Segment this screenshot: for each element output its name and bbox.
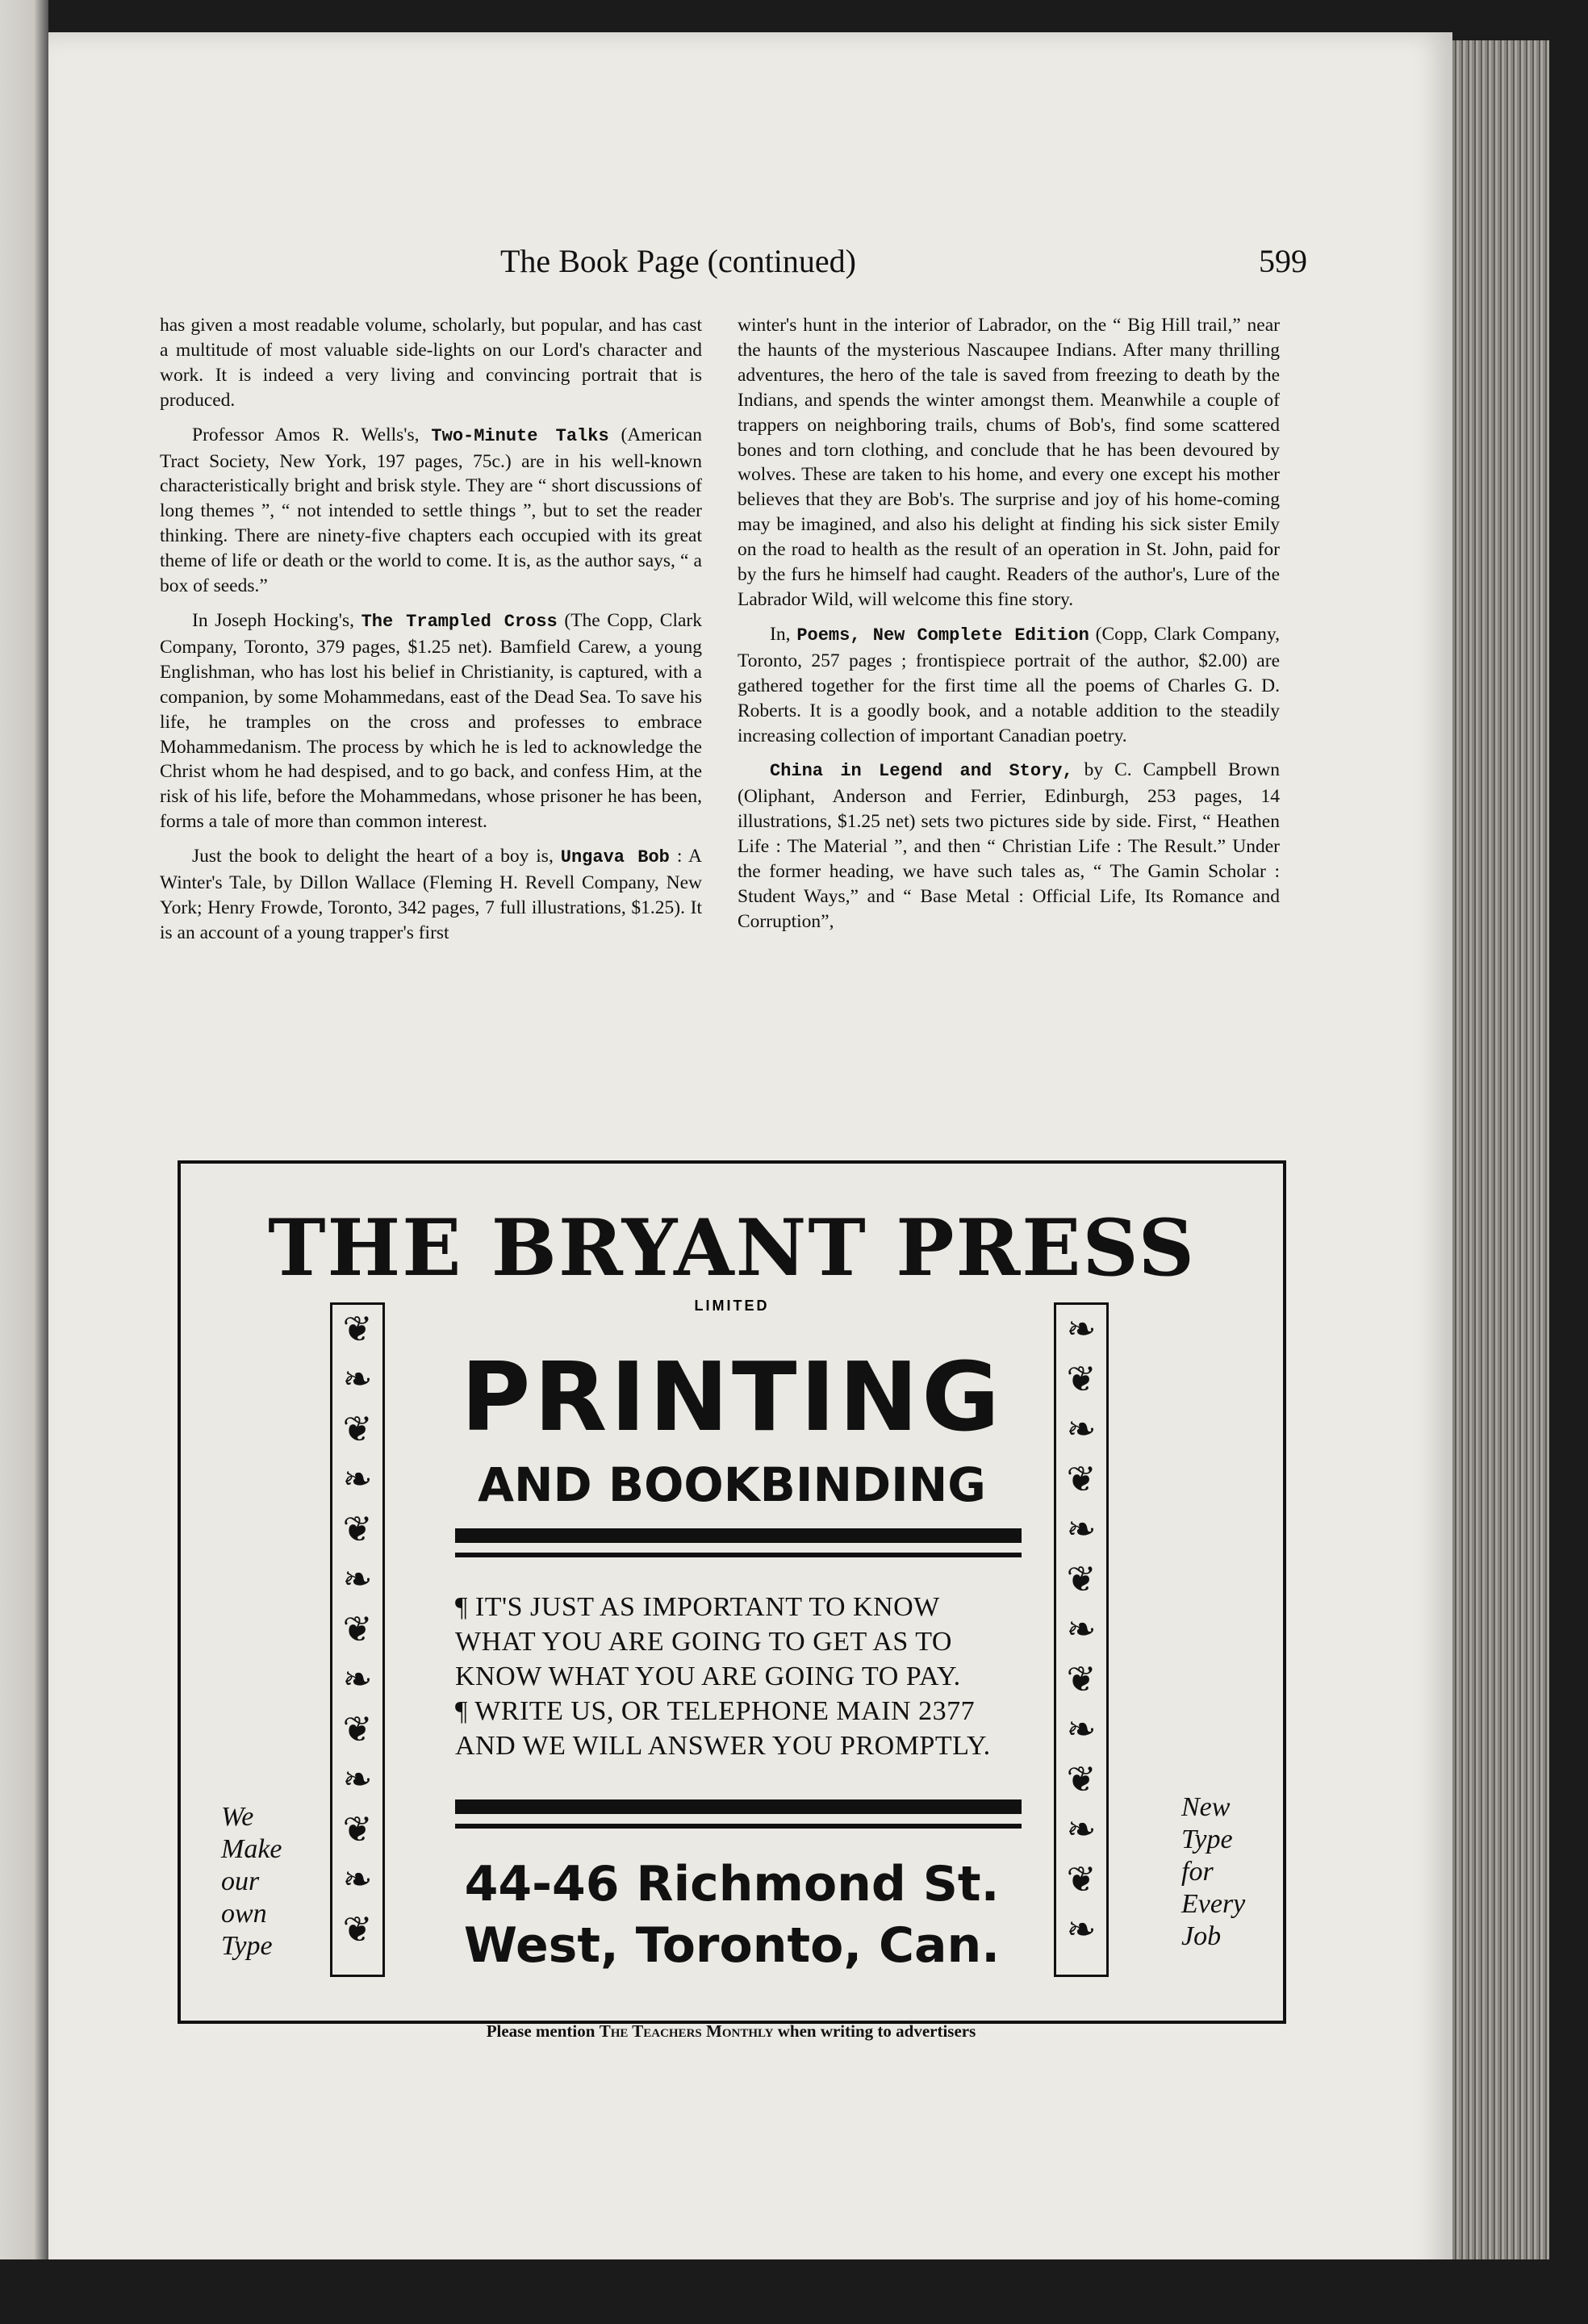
paragraph xyxy=(160,608,702,834)
magazine-name: The Teachers Monthly xyxy=(599,2021,774,2041)
scroll-ornament-icon: ❦ xyxy=(1066,1560,1097,1599)
scroll-ornament-icon: ❧ xyxy=(1066,1510,1097,1549)
ad-limited: LIMITED xyxy=(694,1298,770,1314)
bryant-press-advertisement xyxy=(178,1160,1286,2024)
address-line: 44-46 Richmond St. xyxy=(464,1856,1000,1912)
scroll-ornament-icon: ❦ xyxy=(1066,1660,1097,1699)
thin-rule xyxy=(455,1553,1022,1557)
paragraph xyxy=(738,758,1280,934)
scroll-ornament-icon: ❧ xyxy=(1066,1610,1097,1649)
page-stack-edge xyxy=(1452,40,1549,2324)
right-column xyxy=(738,313,1280,944)
scroll-ornament-icon: ❧ xyxy=(342,1360,373,1399)
scroll-ornament-icon: ❧ xyxy=(1066,1710,1097,1749)
book-title: Poems, New Complete Edition xyxy=(796,625,1089,646)
running-head xyxy=(500,242,1307,290)
ad-body-line: ¶ WRITE US, OR TELEPHONE MAIN 2377 xyxy=(455,1696,976,1726)
side-word: We xyxy=(221,1802,254,1832)
scroll-ornament-icon: ❦ xyxy=(1066,1760,1097,1799)
scroll-ornament-icon: ❧ xyxy=(1066,1810,1097,1850)
ad-body-line: KNOW WHAT YOU ARE GOING TO PAY. xyxy=(455,1661,961,1691)
scroll-ornament-icon: ❧ xyxy=(342,1860,373,1900)
ad-body-line: AND WE WILL ANSWER YOU PROMPTLY. xyxy=(455,1731,991,1761)
scroll-ornament-icon: ❦ xyxy=(342,1310,373,1349)
text-run: Please mention xyxy=(486,2021,600,2041)
book-title: The Trampled Cross xyxy=(361,611,558,632)
side-word: Type xyxy=(221,1931,273,1961)
scroll-ornament-icon: ❧ xyxy=(342,1660,373,1699)
adjacent-page-edge xyxy=(0,0,48,2324)
heavy-rule xyxy=(455,1799,1022,1814)
scroll-ornament-icon: ❧ xyxy=(1066,1410,1097,1449)
text-run: : A Winter's Tale, by Dillon Wallace (Fleming H. Revell Company, New York; Henry Frowde, Toronto, 342 pages, 7 full illustrations, $1.25). It is an account of a young trapper's first xyxy=(160,846,702,943)
thin-rule xyxy=(455,1824,1022,1829)
text-run: In Joseph Hocking's, xyxy=(192,609,361,631)
text-run: Just the book to delight the heart of a boy is, xyxy=(192,846,561,867)
address-line: West, Toronto, Can. xyxy=(463,1917,1001,1974)
scroll-ornament-icon: ❧ xyxy=(342,1560,373,1599)
text-run: when writing to advertisers xyxy=(773,2021,976,2041)
ad-body-line: WHAT YOU ARE GOING TO GET AS TO xyxy=(455,1627,952,1657)
book-title: Two-Minute Talks xyxy=(431,425,609,446)
ad-bookbinding-heading: AND BOOKBINDING xyxy=(478,1457,986,1512)
heavy-rule xyxy=(455,1528,1022,1543)
ad-body-text xyxy=(455,1590,1022,1763)
background xyxy=(0,2259,1588,2324)
page-number: 599 xyxy=(1259,243,1307,279)
text-run: In, xyxy=(770,623,797,645)
text-run: (The Copp, Clark Company, Toronto, 379 pages, $1.25 net). Bamfield Carew, a young Englishman, who has lost his belief in Christianity, is captured, with a companion, by some Mohammedans, east of the Dead Sea. To save his life, he tramples on the cross and professes to embrace Mohammedanism. The process by which he is led to acknowledge the Christ whom he had despised, and to go back, and confess Him, at the risk of his life, before the Mohammedans, whose prisoner he has been, forms a tale of more than common interest. xyxy=(160,609,702,833)
side-word: for xyxy=(1181,1857,1214,1887)
text-run: (Copp, Clark Company, Toronto, 257 pages ; frontispiece portrait of the author, $2.00) are gathered together for the first time all the poems of Charles G. D. Roberts. It is a goodly book, and a notable addition to the steadily increasing collection of important Canadian poetry. xyxy=(738,623,1280,746)
ad-company-name: THE BRYANT PRESS xyxy=(268,1202,1196,1294)
advertiser-footer-note xyxy=(384,2021,1078,2042)
scroll-ornament-icon: ❦ xyxy=(342,1610,373,1649)
text-run: Professor Amos R. Wells's, xyxy=(192,424,432,445)
ad-address xyxy=(181,1854,1283,1976)
ad-printing-heading: PRINTING xyxy=(460,1341,1003,1452)
scroll-ornament-icon: ❦ xyxy=(342,1910,373,1950)
scroll-ornament-icon: ❦ xyxy=(1066,1860,1097,1900)
side-word: Make xyxy=(221,1834,282,1864)
paragraph: has given a most readable volume, scholarly, but popular, and has cast a multitude of most valuable side-lights on our Lord's character and work. It is indeed a very living and convincing portrait that is produced. xyxy=(160,315,702,411)
side-word: our xyxy=(221,1866,260,1896)
side-word: Job xyxy=(1181,1921,1222,1951)
side-word: Every xyxy=(1181,1889,1246,1919)
paragraph xyxy=(738,622,1280,749)
book-title: Ungava Bob xyxy=(560,847,670,868)
scroll-ornament-icon: ❦ xyxy=(342,1710,373,1749)
scroll-ornament-icon: ❧ xyxy=(342,1460,373,1499)
book-title: China in Legend and Story, xyxy=(770,761,1073,782)
scroll-ornament-icon: ❧ xyxy=(342,1760,373,1799)
paragraph xyxy=(160,844,702,946)
ad-side-note-left xyxy=(221,1801,318,1962)
side-word: own xyxy=(221,1899,267,1929)
page-title: The Book Page (continued) xyxy=(500,243,856,279)
scroll-ornament-icon: ❧ xyxy=(1066,1310,1097,1349)
scroll-ornament-icon: ❦ xyxy=(342,1810,373,1850)
text-run: by C. Campbell Brown (Oliphant, Anderson and Ferrier, Edinburgh, 253 pages, 14 illustrations, $1.25 net) sets two pictures side by side. First, “ Heathen Life : The Material ”, and then “ Christian Life : The Result.” Under the former heading, we have such tales as, “ The Gamin Scholar : Student Ways,” and “ Base Metal : Official Life, Its Romance and Corruption”, xyxy=(738,759,1280,932)
paragraph xyxy=(160,423,702,599)
scroll-ornament-icon: ❦ xyxy=(342,1410,373,1449)
side-word: New xyxy=(1181,1792,1231,1822)
left-column xyxy=(160,313,702,955)
text-run: (American Tract Society, New York, 197 pages, 75c.) are in his well-known characteristically bright and brisk style. They are “ short discussions of long themes ”, “ not intended to settle things ”, but to set the reader thinking. There are ninety-five chapters each occupied with its great theme of life or death or the world to come. It is, as the author says, “ a box of seeds.” xyxy=(160,424,702,597)
scroll-ornament-icon: ❧ xyxy=(1066,1910,1097,1950)
ad-side-note-right xyxy=(1181,1791,1278,1953)
paragraph: winter's hunt in the interior of Labrador, on the “ Big Hill trail,” near the haunts of the mysterious Nascaupee Indians. After many thrilling adventures, the hero of the tale is saved from freezing to death by the Indians, and spends the winter amongst them. Meanwhile a couple of trappers on neighboring trails, chums of Bob's, find some scattered bones and torn clothing, and conclude that he has been devoured by wolves. These are taken to his home, and every one except his mother believes that they are Bob's. The surprise and joy of his home-coming may be imagined, and also his delight at finding his sick sister Emily on the road to health as the result of an operation in St. John, paid for by the furs he himself had caught. Readers of the author's, Lure of the Labrador Wild, will welcome this fine story. xyxy=(738,315,1280,610)
side-word: Type xyxy=(1181,1825,1233,1854)
ad-body-line: ¶ IT'S JUST AS IMPORTANT TO KNOW xyxy=(455,1592,940,1622)
scroll-ornament-icon: ❦ xyxy=(1066,1360,1097,1399)
scroll-ornament-icon: ❦ xyxy=(342,1510,373,1549)
scroll-ornament-icon: ❦ xyxy=(1066,1460,1097,1499)
